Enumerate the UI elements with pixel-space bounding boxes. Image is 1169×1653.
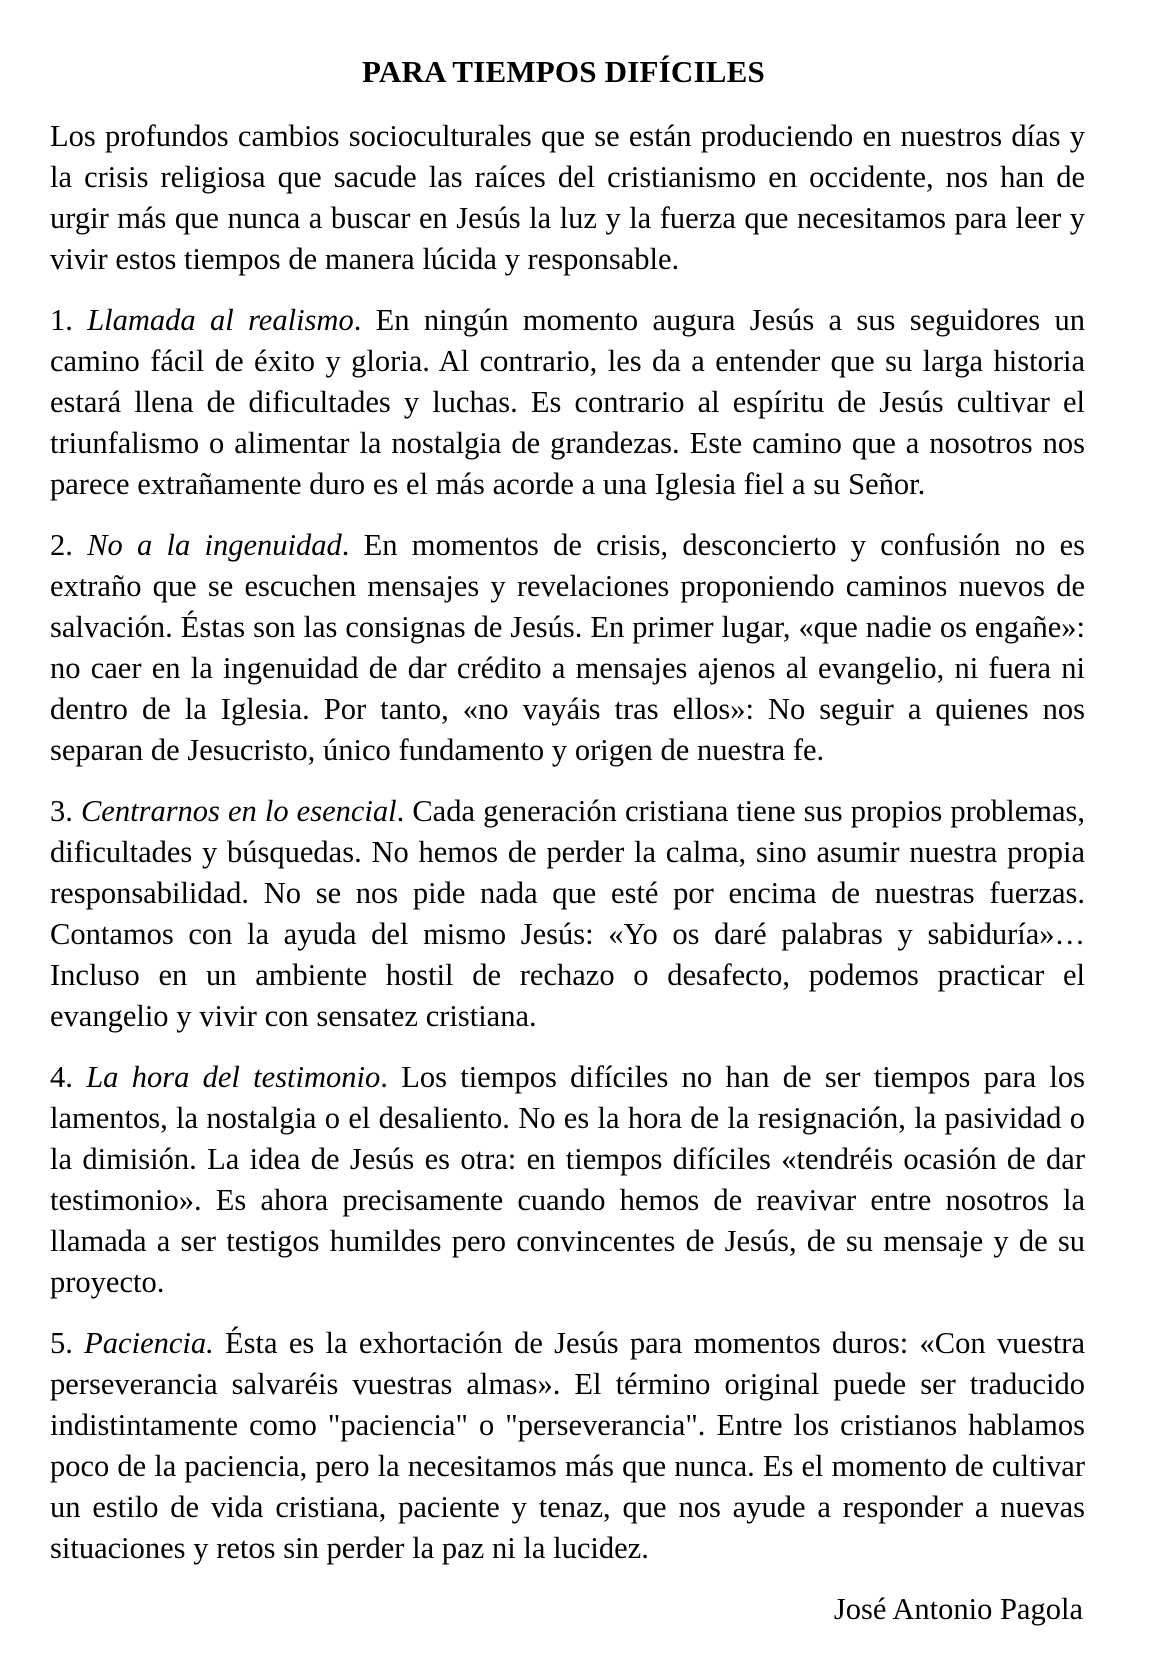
section-paragraph-2 <box>50 525 1085 771</box>
section-paragraph-5 <box>50 1323 1085 1569</box>
section-number-3: 3. <box>50 793 73 828</box>
section-body-1: . En ningún momento augura Jesús a sus seguidores un camino fácil de éxito y gloria. Al contrario, les da a entender que su larga historia estará llena de dificultades y luchas. Es contrario al espíritu de Jesús cultivar el triunfalismo o alimentar la nostalgia de grandezas. Este camino que a nosotros nos parece extrañamente duro es el más acorde a una Iglesia fiel a su Señor. <box>50 302 1085 501</box>
section-paragraph-3 <box>50 791 1085 1037</box>
section-heading-3: Centrarnos en lo esencial <box>80 793 397 828</box>
section-body-2: . En momentos de crisis, desconcierto y confusión no es extraño que se escuchen mensajes y revelaciones proponiendo caminos nuevos de salvación. Éstas son las consignas de Jesús. En primer lugar, «que nadie os engañe»: no caer en la ingenuidad de dar crédito a mensajes ajenos al evangelio, ni fuera ni dentro de la Iglesia. Por tanto, «no vayáis tras ellos»: No seguir a quienes nos separan de Jesucristo, único fundamento y origen de nuestra fe. <box>50 527 1085 767</box>
intro-paragraph <box>50 116 1085 280</box>
page-title: PARA TIEMPOS DIFÍCILES <box>362 54 765 89</box>
section-paragraph-4 <box>50 1057 1085 1303</box>
section-paragraph-1 <box>50 300 1085 505</box>
section-number-1: 1. <box>50 302 73 337</box>
section-heading-2: No a la ingenuidad <box>87 527 342 562</box>
section-number-4: 4. <box>50 1059 73 1094</box>
section-heading-1: Llamada al realismo <box>87 302 354 337</box>
section-number-5: 5. <box>50 1325 73 1360</box>
section-body-3: . Cada generación cristiana tiene sus propios problemas, dificultades y búsquedas. No hemos de perder la calma, sino asumir nuestra propia responsabilidad. No se nos pide nada que esté por encima de nuestras fuerzas. Contamos con la ayuda del mismo Jesús: «Yo os daré palabras y sabiduría»… Incluso en un ambiente hostil de rechazo o desafecto, podemos practicar el evangelio y vivir con sensatez cristiana. <box>50 793 1086 1033</box>
section-body-4: . Los tiempos difíciles no han de ser tiempos para los lamentos, la nostalgia o el desaliento. No es la hora de la resignación, la pasividad o la dimisión. La idea de Jesús es otra: en tiempos difíciles «tendréis ocasión de dar testimonio». Es ahora precisamente cuando hemos de reavivar entre nosotros la llamada a ser testigos humildes pero convincentes de Jesús, de su mensaje y de su proyecto. <box>50 1059 1085 1299</box>
section-body-5: Ésta es la exhortación de Jesús para momentos duros: «Con vuestra perseverancia salvaréis vuestras almas». El término original puede ser traducido indistintamente como "paciencia" o "perseverancia". Entre los cristianos hablamos poco de la paciencia, pero la necesitamos más que nunca. Es el momento de cultivar un estilo de vida cristiana, paciente y tenaz, que nos ayude a responder a nuevas situaciones y retos sin perder la paz ni la lucidez. <box>50 1325 1085 1565</box>
author-signature: José Antonio Pagola <box>833 1591 1083 1626</box>
section-number-2: 2. <box>50 527 73 562</box>
section-heading-5: Paciencia. <box>84 1325 214 1360</box>
intro-text: Los profundos cambios socioculturales que se están produciendo en nuestros días y la crisis religiosa que sacude las raíces del cristianismo en occidente, nos han de urgir más que nunca a buscar en Jesús la luz y la fuerza que necesitamos para leer y vivir estos tiempos de manera lúcida y responsable. <box>50 118 1085 276</box>
section-heading-4: La hora del testimonio <box>86 1059 381 1094</box>
